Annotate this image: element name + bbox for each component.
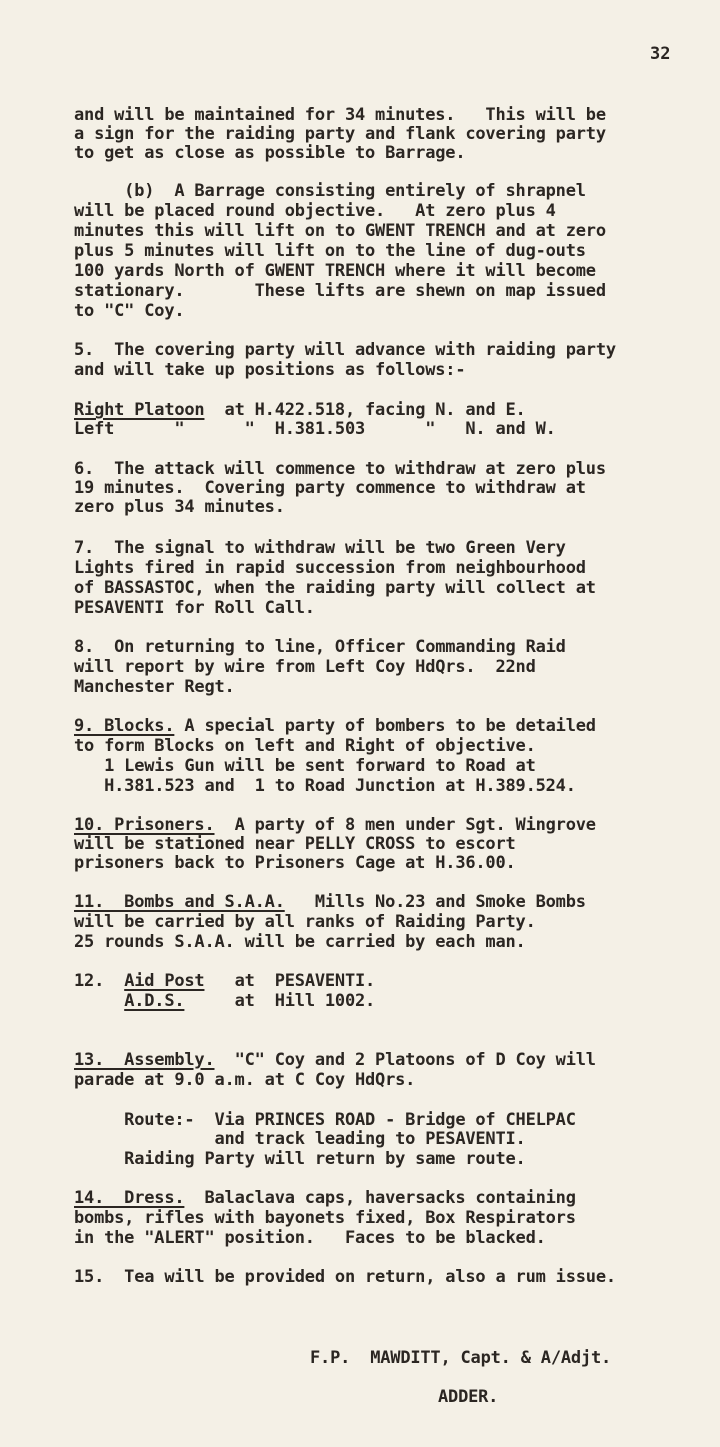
right-platoon-position: at H.422.518, facing N. and E. — [204, 400, 526, 420]
para-13-line-2: parade at 9.0 a.m. at C Coy HdQrs. — [74, 1070, 416, 1090]
para-11-first-text: Mills No.23 and Smoke Bombs — [284, 892, 586, 912]
aid-post-label: Aid Post — [124, 971, 205, 991]
aid-post-location: at PESAVENTI. — [204, 971, 376, 991]
para-12-number: 12. — [74, 971, 125, 991]
para-8-line-2: will report by wire from Left Coy HdQrs. 22nd — [74, 657, 536, 677]
right-platoon-line — [74, 400, 526, 420]
para-7-line-1: 7. The signal to withdraw will be two Green Very — [74, 538, 566, 558]
para-6-line-2: 19 minutes. Covering party commence to withdraw at — [74, 478, 586, 498]
para-14-first-text: Balaclava caps, haversacks containing — [184, 1188, 576, 1208]
para-13-line-1 — [74, 1050, 596, 1070]
para-7-line-2: Lights fired in rapid succession from neighbourhood — [74, 558, 586, 578]
right-platoon-label: Right Platoon — [74, 400, 205, 420]
para-15-line: 15. Tea will be provided on return, also a rum issue. — [74, 1267, 616, 1287]
ads-location: at Hill 1002. — [184, 991, 376, 1011]
para-4-line-1: and will be maintained for 34 minutes. This will be — [74, 105, 606, 125]
para-4-line-3: to get as close as possible to Barrage. — [74, 143, 466, 163]
para-4b-line-4: plus 5 minutes will lift on to the line of dug-outs — [74, 241, 586, 261]
para-10-line-1 — [74, 815, 596, 835]
prisoners-heading: 10. Prisoners. — [74, 815, 215, 835]
para-12-line-2 — [74, 991, 375, 1011]
para-12-line-1 — [74, 971, 375, 991]
para-14-line-2: bombs, rifles with bayonets fixed, Box Respirators — [74, 1208, 576, 1228]
para-8-line-3: Manchester Regt. — [74, 677, 235, 697]
para-6-line-3: zero plus 34 minutes. — [74, 497, 285, 517]
dress-heading: 14. Dress. — [74, 1188, 185, 1208]
para-7-line-4: PESAVENTI for Roll Call. — [74, 598, 315, 618]
para-9-line-4: H.381.523 and 1 to Road Junction at H.389.524. — [74, 776, 576, 796]
para-4b-line-7: to "C" Coy. — [74, 301, 185, 321]
para-14-line-1 — [74, 1188, 576, 1208]
bombs-saa-heading: 11. Bombs and S.A.A. — [74, 892, 285, 912]
para-11-line-2: will be carried by all ranks of Raiding Party. — [74, 912, 536, 932]
para-4b-line-5: 100 yards North of GWENT TRENCH where it will become — [74, 261, 596, 281]
signature-name: F.P. MAWDITT, Capt. & A/Adjt. — [310, 1348, 612, 1368]
para-4-line-2: a sign for the raiding party and flank covering party — [74, 124, 606, 144]
para-4b-line-2: will be placed round objective. At zero plus 4 — [74, 201, 556, 221]
ads-label: A.D.S. — [124, 991, 185, 1011]
para-4b-line-3: minutes this will lift on to GWENT TRENCH and at zero — [74, 221, 606, 241]
page-number: 32 — [650, 44, 671, 64]
para-14-line-3: in the "ALERT" position. Faces to be blacked. — [74, 1228, 546, 1248]
para-9-line-2: to form Blocks on left and Right of objective. — [74, 736, 536, 756]
para-10-first-text: A party of 8 men under Sgt. Wingrove — [214, 815, 596, 835]
signature-code: ADDER. — [438, 1387, 499, 1407]
para-10-line-3: prisoners back to Prisoners Cage at H.36.00. — [74, 853, 516, 873]
para-5-line-1: 5. The covering party will advance with raiding party — [74, 340, 616, 360]
para-7-line-3: of BASSASTOC, when the raiding party will collect at — [74, 578, 596, 598]
para-4b-line-6: stationary. These lifts are shewn on map issued — [74, 281, 606, 301]
para-11-line-1 — [74, 892, 586, 912]
blocks-heading: 9. Blocks. — [74, 716, 175, 736]
para-11-line-3: 25 rounds S.A.A. will be carried by each man. — [74, 932, 526, 952]
para-9-line-1 — [74, 716, 596, 736]
para-13-first-text: "C" Coy and 2 Platoons of D Coy will — [214, 1050, 596, 1070]
route-line-1: Route:- Via PRINCES ROAD - Bridge of CHELPAC — [74, 1110, 576, 1130]
para-9-first-text: A special party of bombers to be detailed — [174, 716, 596, 736]
para-10-line-2: will be stationed near PELLY CROSS to escort — [74, 834, 516, 854]
para-5-line-2: and will take up positions as follows:- — [74, 360, 466, 380]
route-line-3: Raiding Party will return by same route. — [74, 1149, 526, 1169]
para-9-line-3: 1 Lewis Gun will be sent forward to Road at — [74, 756, 536, 776]
para-6-line-1: 6. The attack will commence to withdraw at zero plus — [74, 459, 606, 479]
route-line-2: and track leading to PESAVENTI. — [74, 1129, 526, 1149]
para-4b-line-1: (b) A Barrage consisting entirely of shrapnel — [74, 181, 586, 201]
left-platoon-line: Left " " H.381.503 " N. and W. — [74, 419, 556, 439]
para-8-line-1: 8. On returning to line, Officer Commanding Raid — [74, 637, 566, 657]
assembly-heading: 13. Assembly. — [74, 1050, 215, 1070]
